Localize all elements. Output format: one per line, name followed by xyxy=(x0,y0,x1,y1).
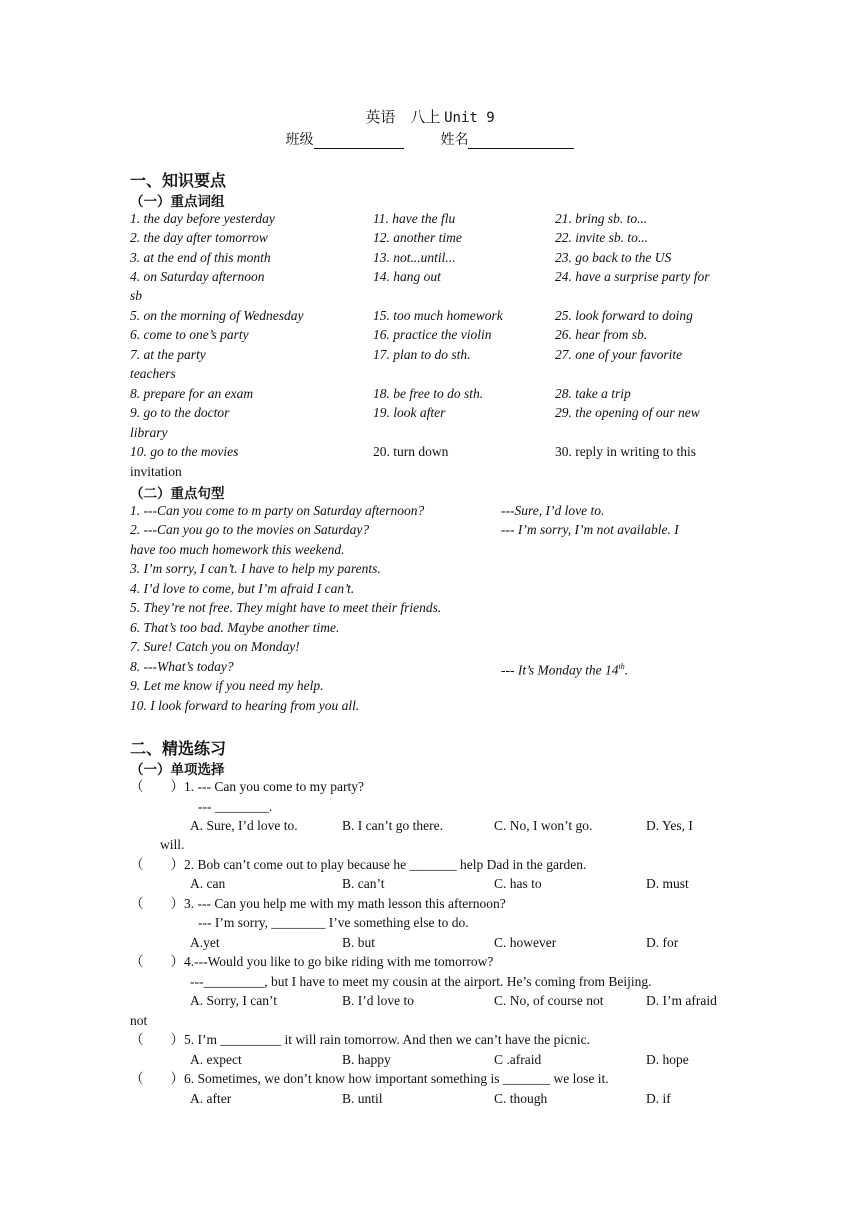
option-b[interactable]: B. I can’t go there. xyxy=(342,818,443,833)
phrase-item: 19. look after xyxy=(373,405,446,420)
phrase-wrap: teachers xyxy=(130,366,176,381)
phrase-item: 20. turn down xyxy=(373,444,449,459)
phrases-subheading: （一）重点词组 xyxy=(130,194,225,210)
sentences-subheading: （二）重点句型 xyxy=(130,486,225,502)
option-c[interactable]: C. No, of course not xyxy=(494,993,604,1008)
phrase-item: 30. reply in writing to this xyxy=(555,444,696,459)
sentence-reply: --- I’m sorry, I’m not available. I xyxy=(501,522,679,537)
sentence-item: 7. Sure! Catch you on Monday! xyxy=(130,639,300,654)
sentence-item: 1. ---Can you come to m party on Saturday afternoon? xyxy=(130,503,425,518)
sentence-reply-text: --- It’s Monday the 14 xyxy=(501,662,619,678)
option-b[interactable]: B. I’d love to xyxy=(342,993,414,1008)
option-a[interactable]: A. after xyxy=(190,1091,232,1106)
option-c[interactable]: C .afraid xyxy=(494,1052,542,1067)
option-a[interactable]: A. can xyxy=(190,876,226,891)
option-b[interactable]: B. until xyxy=(342,1091,383,1106)
mcq-subheading: （一）单项选择 xyxy=(130,762,225,778)
phrase-item: 1. the day before yesterday xyxy=(130,211,275,226)
name-blank[interactable] xyxy=(468,134,574,149)
phrase-item: 7. at the party xyxy=(130,347,206,362)
option-c[interactable]: C. has to xyxy=(494,876,542,891)
answer-paren[interactable]: （ ） xyxy=(130,1071,184,1086)
phrase-item: 29. the opening of our new xyxy=(555,405,700,420)
sentence-end: . xyxy=(624,662,629,678)
option-b[interactable]: B. can’t xyxy=(342,876,385,891)
phrase-item: 5. on the morning of Wednesday xyxy=(130,308,304,323)
phrase-item: 18. be free to do sth. xyxy=(373,386,484,401)
phrase-item: 4. on Saturday afternoon xyxy=(130,269,265,284)
class-blank[interactable] xyxy=(314,134,404,149)
sentence-item: 3. I’m sorry, I can’t. I have to help my parents. xyxy=(130,561,381,576)
option-d[interactable]: D. Yes, I xyxy=(646,818,693,833)
phrase-item: 2. the day after tomorrow xyxy=(130,230,268,245)
sentence-item: 4. I’d love to come, but I’m afraid I can’t. xyxy=(130,581,355,596)
option-wrap: will. xyxy=(160,837,185,852)
phrase-item: 13. not...until... xyxy=(373,250,456,265)
answer-paren[interactable]: （ ） xyxy=(130,1032,184,1047)
sentence-wrap: have too much homework this weekend. xyxy=(130,542,345,557)
phrase-item: 11. have the flu xyxy=(373,211,456,226)
option-d[interactable]: D. for xyxy=(646,935,679,950)
option-c[interactable]: C. however xyxy=(494,935,557,950)
phrase-item: 28. take a trip xyxy=(555,386,631,401)
sentence-reply xyxy=(501,657,628,680)
phrase-wrap: sb xyxy=(130,288,143,303)
phrase-item: 22. invite sb. to... xyxy=(555,230,648,245)
sentence-item: 2. ---Can you go to the movies on Saturday? xyxy=(130,522,370,537)
phrase-item: 24. have a surprise party for xyxy=(555,269,710,284)
answer-paren[interactable]: （ ） xyxy=(130,779,184,794)
page-title xyxy=(0,106,860,127)
question-stem: 5. I’m _________ it will rain tomorrow. And then we can’t have the picnic. xyxy=(184,1032,591,1047)
phrase-wrap: library xyxy=(130,425,168,440)
question-stem: 1. --- Can you come to my party? xyxy=(184,779,364,794)
question-stem: 4.---Would you like to go bike riding with me tomorrow? xyxy=(184,954,494,969)
phrase-item: 14. hang out xyxy=(373,269,441,284)
phrase-item: 17. plan to do sth. xyxy=(373,347,471,362)
answer-paren[interactable]: （ ） xyxy=(130,896,184,911)
phrase-item: 25. look forward to doing xyxy=(555,308,693,323)
option-b[interactable]: B. but xyxy=(342,935,376,950)
question-line: ---_________, but I have to meet my cousin at the airport. He’s coming from Beijing. xyxy=(190,974,652,989)
phrase-item: 26. hear from sb. xyxy=(555,327,648,342)
question-line: --- ________. xyxy=(198,799,273,814)
answer-paren[interactable]: （ ） xyxy=(130,857,184,872)
phrase-wrap: invitation xyxy=(130,464,182,479)
sentence-item: 8. ---What’s today? xyxy=(130,659,234,674)
question-stem: 6. Sometimes, we don’t know how important something is _______ we lose it. xyxy=(184,1071,609,1086)
sentence-reply: ---Sure, I’d love to. xyxy=(501,503,605,518)
sentence-item: 9. Let me know if you need my help. xyxy=(130,678,324,693)
option-a[interactable]: A. expect xyxy=(190,1052,242,1067)
title-unit: Unit 9 xyxy=(444,110,495,126)
phrase-item: 12. another time xyxy=(373,230,462,245)
option-wrap: not xyxy=(130,1013,148,1028)
question-stem: 2. Bob can’t come out to play because he _______ help Dad in the garden. xyxy=(184,857,587,872)
phrase-item: 15. too much homework xyxy=(373,308,503,323)
phrase-item: 10. go to the movies xyxy=(130,444,239,459)
title-subject: 英语 八上 xyxy=(365,110,441,126)
option-c[interactable]: C. though xyxy=(494,1091,548,1106)
section2-heading: 二、精选练习 xyxy=(130,739,227,758)
phrase-item: 27. one of your favorite xyxy=(555,347,683,362)
phrase-item: 3. at the end of this month xyxy=(130,250,271,265)
option-d[interactable]: D. must xyxy=(646,876,689,891)
phrase-item: 8. prepare for an exam xyxy=(130,386,254,401)
option-b[interactable]: B. happy xyxy=(342,1052,391,1067)
question-stem: 3. --- Can you help me with my math lesson this afternoon? xyxy=(184,896,506,911)
sentence-item: 10. I look forward to hearing from you all. xyxy=(130,698,360,713)
ordinal-suffix: th xyxy=(618,662,625,671)
option-d[interactable]: D. if xyxy=(646,1091,671,1106)
phrase-item: 9. go to the doctor xyxy=(130,405,230,420)
student-info-line xyxy=(0,129,860,149)
option-a[interactable]: A. Sorry, I can’t xyxy=(190,993,277,1008)
phrase-item: 21. bring sb. to... xyxy=(555,211,648,226)
option-d[interactable]: D. hope xyxy=(646,1052,689,1067)
phrase-item: 23. go back to the US xyxy=(555,250,672,265)
class-label: 班级 xyxy=(285,132,314,148)
phrase-item: 16. practice the violin xyxy=(373,327,492,342)
option-d[interactable]: D. I’m afraid xyxy=(646,993,717,1008)
option-a[interactable]: A. Sure, I’d love to. xyxy=(190,818,298,833)
phrase-item: 6. come to one’s party xyxy=(130,327,249,342)
sentence-item: 5. They’re not free. They might have to meet their friends. xyxy=(130,600,442,615)
option-a[interactable]: A.yet xyxy=(190,935,220,950)
name-label: 姓名 xyxy=(440,132,469,148)
answer-paren[interactable]: （ ） xyxy=(130,954,184,969)
question-line: --- I’m sorry, ________ I’ve something else to do. xyxy=(198,915,469,930)
option-c[interactable]: C. No, I won’t go. xyxy=(494,818,593,833)
sentence-item: 6. That’s too bad. Maybe another time. xyxy=(130,620,340,635)
section1-heading: 一、知识要点 xyxy=(130,171,227,190)
